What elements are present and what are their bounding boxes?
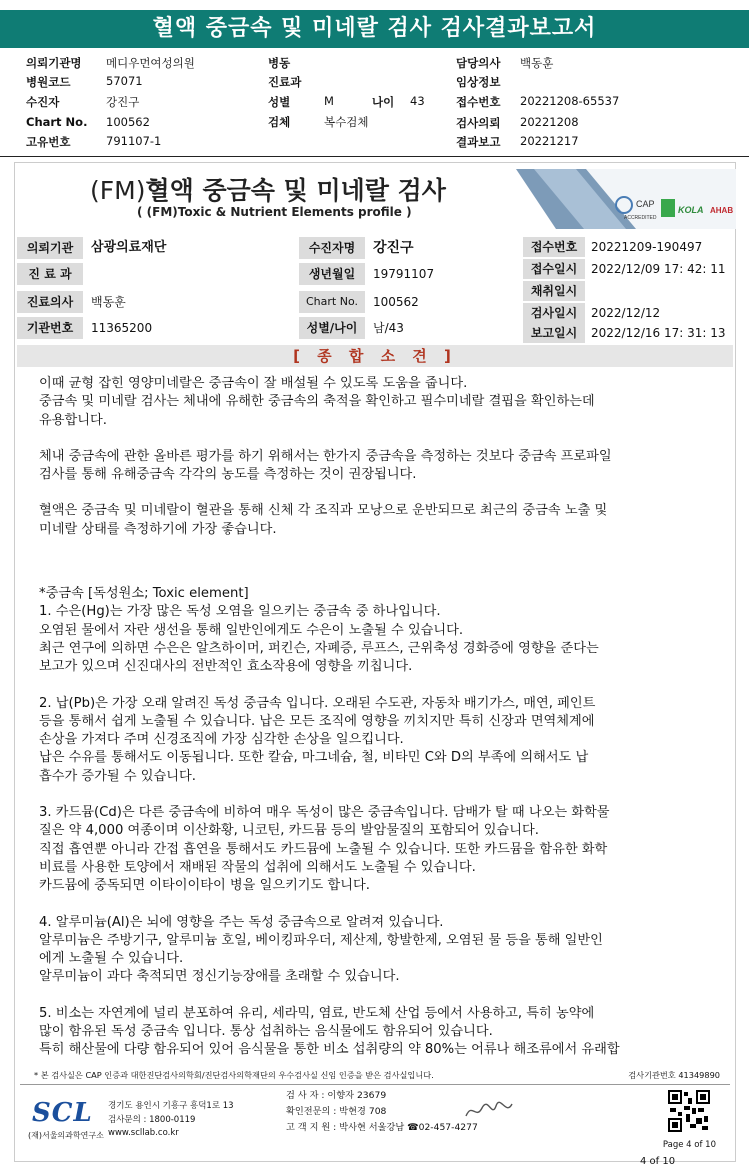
receipt-label: 접수번호	[456, 95, 501, 109]
chart-label: Chart No.	[26, 115, 88, 129]
address-line: 경기도 용인시 기흥구 흥덕1로 13	[108, 1101, 234, 1111]
summary-body	[39, 375, 679, 1060]
sexage-label: 성별/나이	[299, 317, 365, 339]
website-link[interactable]: www.scllab.co.kr	[108, 1128, 179, 1138]
confirmer-line: 확인전문의 : 박현경 708	[286, 1106, 387, 1117]
doctor-label-2: 진료의사	[17, 291, 83, 313]
code-label: 기관번호	[17, 317, 83, 339]
result-label: 결과보고	[456, 135, 501, 149]
institution-label: 의뢰기관명	[26, 56, 82, 70]
institution-value: 메디우먼여성의원	[106, 56, 195, 70]
scl-name: (재)서울의과학연구소	[28, 1131, 104, 1140]
report-heading	[15, 163, 735, 235]
request-label: 검사의뢰	[456, 116, 501, 130]
summary-paragraph: 체내 중금속에 관한 올바른 평가를 하기 위해서는 한가지 중금속을 측정하는 것보다 중금속 프로파일 검사를 통해 유해중금속 각각의 농도를 측정하는 것이 권장됩니다.	[39, 448, 612, 483]
patient-label: 수진자	[26, 95, 60, 109]
summary-paragraph: 5. 비소는 자연계에 널리 분포하여 유리, 세라믹, 염료, 반도체 산업 등에서 사용하고, 특히 농약에 많이 함유된 독성 중금속 입니다. 통상 섭취하는 음식물에도 함유되어 있습니다. 특히 해산물에 다량 함유되어 있어 음식물을 통한 비소 섭취량의 약 80%는 어류나 해조류에서 유래합	[39, 1005, 620, 1058]
hospital-code-value: 57071	[106, 74, 143, 88]
cap-logo-subtext: ACCREDITED	[624, 215, 657, 221]
summary-paragraph: 2. 납(Pb)은 가장 오래 알려진 독성 중금속 입니다. 오래된 수도관, 자동차 배기가스, 매연, 페인트 등을 통해서 쉽게 노출될 수 있습니다. 납은 모든 조직에 영향을 끼치지만 특히 신장과 면역체계에 손상을 가져다 주며 신경조직에 가장 심각한 손상을 일으킵니다. 납은 수유를 통해서도 이동됩니다. 또한 칼슘, 마그네슘, 철, 비타민 C와 D의 부족에 의해서도 납 흡수가 증가될 수 있습니다.	[39, 695, 596, 784]
request-value: 20221208	[520, 115, 579, 129]
doctor-value: 백동훈	[520, 56, 554, 70]
report-title-prefix: (FM)	[90, 176, 146, 205]
report-date-label: 보고일시	[523, 323, 585, 343]
sex-value: M	[324, 94, 334, 108]
chart-label-2: Chart No.	[299, 291, 365, 313]
report-main-title	[90, 171, 446, 207]
clinical-label: 임상정보	[456, 75, 501, 89]
kola-logo-text: KOLA	[678, 205, 704, 215]
signature	[464, 1098, 514, 1124]
chart-value-2: 100562	[373, 295, 419, 309]
receipt-value-2: 20221209-190497	[591, 240, 703, 254]
header-separator	[0, 156, 749, 157]
summary-paragraph: *중금속 [독성원소; Toxic element] 1. 수은(Hg)는 가장 많은 독성 오염을 일으키는 중금속 중 하나입니다. 오염된 물에서 자란 생선을 통해 일반인에게도 수은이 노출될 수 있습니다. 최근 연구에 의하면 수은은 알츠하이머, 퍼킨슨, 자폐증, 루프스, 근위축성 경화증에 영향을 준다는 보고가 있으며 신진대사의 전반적인 효소작용에 영향을 끼칩니다.	[39, 586, 599, 675]
cap-logo-text: CAP	[636, 199, 655, 209]
name-label: 수진자명	[299, 237, 365, 259]
summary-paragraph: 혈액은 중금속 및 미네랄이 혈관을 통해 신체 각 조직과 모낭으로 운반되므로 최근의 중금속 노출 및 미네랄 상태를 측정하기에 가장 좋습니다.	[39, 503, 608, 537]
report-title-text: 혈액 중금속 및 미네랄 검사	[145, 176, 446, 205]
doctor-label: 담당의사	[456, 56, 501, 70]
accreditation-note: * 본 검사실은 CAP 인증과 대한진단검사의학회/진단검사의학재단의 우수검사실 신임 인증을 받은 검사실입니다.	[34, 1070, 434, 1080]
code-value: 11365200	[91, 321, 153, 335]
unique-value: 791107-1	[106, 134, 162, 148]
dept-value-2	[85, 263, 293, 285]
sex-label: 성별	[268, 95, 291, 109]
chart-value: 100562	[106, 115, 150, 129]
test-value: 2022/12/12	[591, 306, 661, 320]
unique-label: 고유번호	[26, 135, 71, 149]
qr-code-icon	[668, 1090, 710, 1132]
specimen-value: 복수검체	[324, 115, 369, 129]
birth-label: 생년월일	[299, 263, 365, 285]
dept-label: 진료과	[268, 75, 302, 89]
tester-line: 검 사 자 : 이향자 23679	[286, 1090, 387, 1101]
report-page	[14, 162, 736, 1162]
age-value: 43	[410, 94, 425, 108]
sexage-value: 남/43	[373, 321, 404, 335]
report-title-bar: 혈액 중금속 및 미네랄 검사 검사결과보고서	[0, 10, 749, 48]
footer-divider	[20, 1084, 730, 1085]
specimen-label: 검체	[268, 115, 291, 129]
summary-paragraph: 4. 알루미늄(Al)은 뇌에 영향을 주는 독성 중금속으로 알려져 있습니다. 알루미늄은 주방기구, 알루미늄 호일, 베이킹파우더, 제산제, 항발한제, 오염된 물 등을 통해 일반인 에게 노출될 수 있습니다. 알루미늄이 과다 축적되면 정신기능장애를 초래할 수 있습니다.	[39, 914, 603, 985]
age-label: 나이	[372, 95, 395, 109]
phone-line: 검사문의 : 1800-0119	[108, 1114, 196, 1125]
patient-value: 강진구	[106, 95, 140, 109]
scl-logo: SCL	[32, 1098, 93, 1128]
receipt-date-value: 2022/12/09 17: 42: 11	[591, 262, 726, 276]
name-value: 강진구	[373, 240, 414, 256]
report-subtitle: ( (FM)Toxic & Nutrient Elements profile )	[137, 205, 412, 219]
lm-logo-icon	[661, 199, 675, 217]
hospital-code-label: 병원코드	[26, 75, 71, 89]
inst-value: 삼광의료재단	[91, 240, 167, 255]
ward-label: 병동	[268, 56, 291, 70]
receipt-date-label: 접수일시	[523, 259, 585, 279]
report-date-value: 2022/12/16 17: 31: 13	[591, 326, 726, 340]
receipt-label-2: 접수번호	[523, 237, 585, 257]
summary-paragraph: 이때 균형 잡힌 영양미네랄은 중금속이 잘 배설될 수 있도록 도움을 줍니다. 중금속 및 미네랄 검사는 체내에 유해한 중금속의 축적을 확인하고 필수미네랄 결핍을 확인하는데 유용합니다.	[39, 376, 595, 428]
support-line: 고 객 지 원 : 박사현 서울강남 ☎02-457-4277	[286, 1122, 478, 1133]
summary-paragraph: 3. 카드뮴(Cd)은 다른 중금속에 비하여 매우 독성이 많은 중금속입니다. 담배가 탈 때 나오는 화학물 질은 약 4,000 여종이며 이산화황, 니코틴, 카드뮴 등의 발암물질의 포함되어 있습니다. 직접 흡연뿐 아니라 간접 흡연을 통해서도 카드뮴에 노출될 수 있습니다. 또한 카드뮴을 함유한 화학 비료를 사용한 토양에서 재배된 작물의 섭취에 의해서도 노출될 수 있습니다. 카드뮴에 중독되면 이타이이타이 병을 일으키기도 합니다.	[39, 805, 610, 894]
inner-page-number: Page 4 of 10	[662, 1140, 716, 1150]
doctor-value-2: 백동훈	[91, 295, 126, 309]
test-label: 검사일시	[523, 303, 585, 323]
accreditation-banner	[516, 169, 736, 229]
lab-address	[108, 1100, 234, 1141]
summary-heading: [ 종 합 소 견 ]	[17, 345, 733, 367]
result-value: 20221217	[520, 134, 579, 148]
collect-value	[585, 281, 733, 301]
inst-label: 의뢰기관	[17, 237, 83, 259]
lab-code: 검사기관번호 41349890	[628, 1070, 720, 1080]
report-footer	[14, 1066, 736, 1162]
receipt-value: 20221208-65537	[520, 94, 620, 108]
dept-label-2: 진 료 과	[17, 263, 83, 285]
birth-value: 19791107	[373, 267, 435, 281]
collect-label: 채취일시	[523, 281, 585, 301]
page-number: 4 of 10	[640, 1156, 676, 1167]
staff-info	[286, 1088, 478, 1136]
ahab-logo-text: AHAB	[710, 206, 734, 215]
